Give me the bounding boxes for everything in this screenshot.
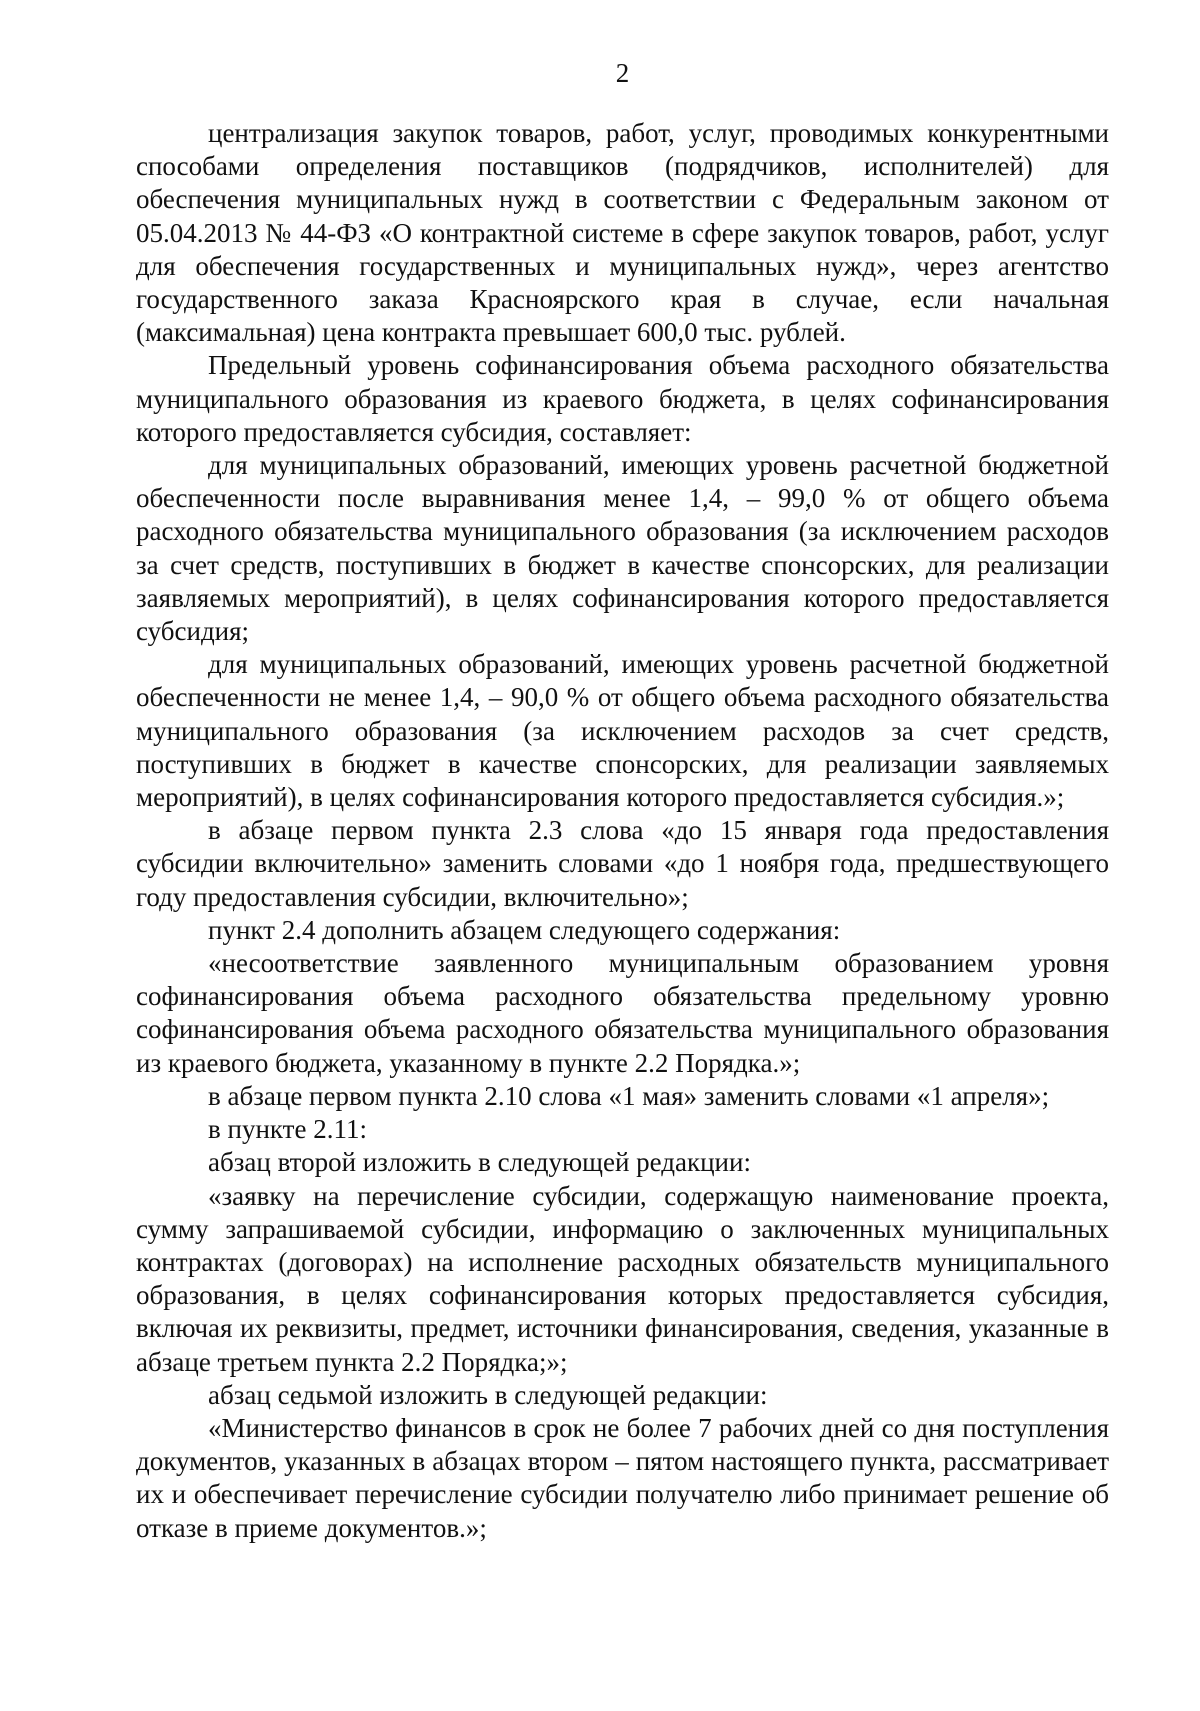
paragraph-item-2-11: в пункте 2.11: xyxy=(208,1114,367,1145)
paragraph-item-2-3: в абзаце первом пункта 2.3 слова «до 15 января года предоставления субсидии включительно» заменить словами «до 1 ноября года, предшествующего году предоставления субсидии, включительно»; xyxy=(136,815,1109,912)
document-body xyxy=(136,117,1109,1545)
paragraph-second-abzac: абзац второй изложить в следующей редакции: xyxy=(208,1147,751,1178)
paragraph-seventh-abzac: абзац седьмой изложить в следующей редакции: xyxy=(208,1379,768,1410)
paragraph-request-text: «заявку на перечисление субсидии, содержащую наименование проекта, сумму запрашиваемой субсидии, информацию о заключенных муниципальных контрактах (договорах) на исполнение расходных обязательств муниципального образования, в целях софинансирования которых предоставляется субсидия, включая их реквизиты, предмет, источники финансирования, сведения, указанные в абзаце третьем пункта 2.2 Порядка;»; xyxy=(136,1180,1109,1377)
paragraph-ministry-text: «Министерство финансов в срок не более 7 рабочих дней со дня поступления документов, указанных в абзацах втором – пятом настоящего пункта, рассматривает их и обеспечивает перечисление субсидии получателю либо принимает решение об отказе в приеме документов.»; xyxy=(136,1412,1109,1543)
paragraph-item-2-10: в абзаце первом пункта 2.10 слова «1 мая» заменить словами «1 апреля»; xyxy=(208,1080,1050,1111)
paragraph-item-2-4-text: «несоответствие заявленного муниципальным образованием уровня софинансирования объема расходного обязательства предельному уровню софинансирования объема расходного обязательства муниципального образования из краевого бюджета, указанному в пункте 2.2 Порядка.»; xyxy=(136,948,1109,1078)
paragraph-limit-below-1-4: для муниципальных образований, имеющих уровень расчетной бюджетной обеспеченности после выравнивания менее 1,4, – 99,0 % от общего объема расходного обязательства муниципального образования (за исключением расходов за счет средств, поступивших в бюджет в качестве спонсорских, для реализации заявляемых мероприятий), в целях софинансирования которого предоставляется субсидия; xyxy=(136,450,1109,647)
page-number: 2 xyxy=(615,58,630,88)
paragraph-cofinancing-limit: Предельный уровень софинансирования объема расходного обязательства муниципального образования из краевого бюджета, в целях софинансирования которого предоставляется субсидия, составляет: xyxy=(136,350,1109,447)
paragraph-centralization: централизация закупок товаров, работ, услуг, проводимых конкурентными способами определения поставщиков (подрядчиков, исполнителей) для обеспечения муниципальных нужд в соответствии с Федеральным законом от 05.04.2013 № 44-ФЗ «О контрактной системе в сфере закупок товаров, работ, услуг для обеспечения государственных и муниципальных нужд», через агентство государственного заказа Красноярского края в случае, если начальная (максимальная) цена контракта превышает 600,0 тыс. рублей. xyxy=(136,118,1109,348)
paragraph-item-2-4: пункт 2.4 дополнить абзацем следующего содержания: xyxy=(208,914,841,945)
paragraph-limit-above-1-4: для муниципальных образований, имеющих уровень расчетной бюджетной обеспеченности не менее 1,4, – 90,0 % от общего объема расходного обязательства муниципального образования (за исключением расходов за счет средств, поступивших в бюджет в качестве спонсорских, для реализации заявляемых мероприятий), в целях софинансирования которого предоставляется субсидия.»; xyxy=(136,649,1109,813)
